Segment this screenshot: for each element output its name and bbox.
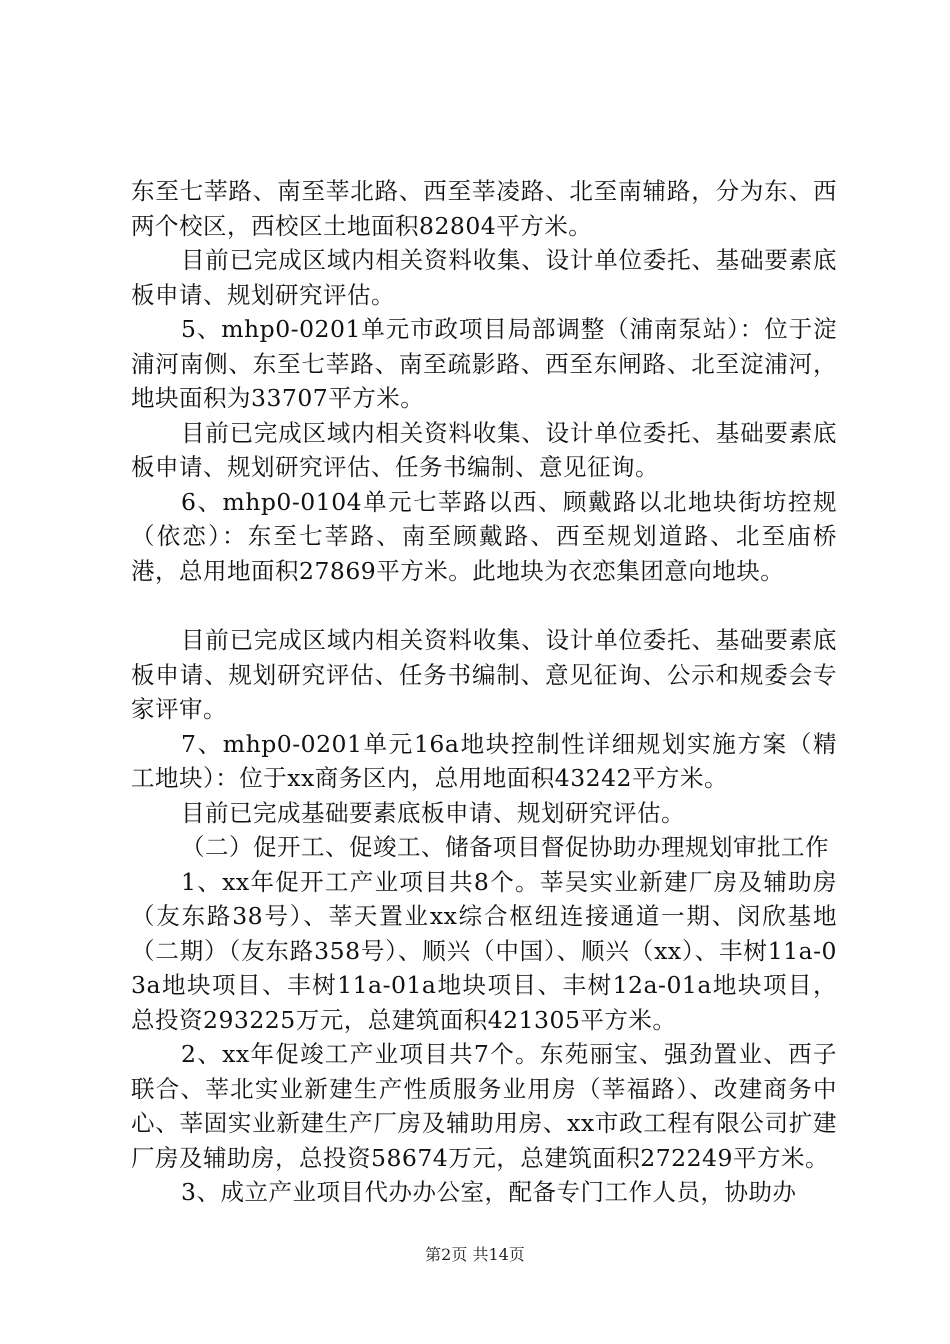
paragraph-5: 6、mhp0-0104单元七莘路以西、顾戴路以北地块街坊控规（依恋）：东至七莘路、南至顾戴路、西至规划道路、北至庙桥港，总用地面积27869平方米。此地块为衣恋集团意向地块。 xyxy=(131,487,837,585)
paragraph-1: 东至七莘路、南至莘北路、西至莘凌路、北至南辅路，分为东、西两个校区，西校区土地面积82804平方米。 xyxy=(131,177,837,240)
paragraph-11: 3、成立产业项目代办办公室，配备专门工作人员，协助办 xyxy=(181,1178,797,1206)
document-body xyxy=(131,174,837,1210)
paragraph-8: 目前已完成基础要素底板申请、规划研究评估。 xyxy=(181,798,685,827)
section-heading: （二）促开工、促竣工、储备项目督促协助办理规划审批工作 xyxy=(181,833,829,861)
paragraph-4: 目前已完成区域内相关资料收集、设计单位委托、基础要素底板申请、规划研究评估、任务书编制、意见征询。 xyxy=(131,418,837,481)
paragraph-10: 2、xx年促竣工产业项目共7个。东苑丽宝、强劲置业、西子联合、莘北实业新建生产性质服务业用房（莘福路）、改建商务中心、莘固实业新建生产厂房及辅助用房、xx市政工程有限公司扩建厂房及辅助房，总投资58674万元，总建筑面积272249平方米。 xyxy=(131,1040,837,1172)
page-footer xyxy=(0,1245,950,1265)
page-number-label: 第2页 共14页 xyxy=(425,1245,525,1264)
paragraph-9: 1、xx年促开工产业项目共8个。莘吴实业新建厂房及辅助房（友东路38号）、莘天置业xx综合枢纽连接通道一期、闵欣基地（二期）（友东路358号）、顺兴（中国）、顺兴（xx）、丰树11a-03a地块项目、丰树11a-01a地块项目、丰树12a-01a地块项目，总投资293225万元，总建筑面积421305平方米。 xyxy=(131,867,837,1034)
paragraph-2: 目前已完成区域内相关资料收集、设计单位委托、基础要素底板申请、规划研究评估。 xyxy=(131,246,837,309)
paragraph-7: 7、mhp0-0201单元16a地块控制性详细规划实施方案（精工地块）：位于xx商务区内，总用地面积43242平方米。 xyxy=(131,729,837,792)
paragraph-3: 5、mhp0-0201单元市政项目局部调整（浦南泵站）：位于淀浦河南侧、东至七莘路、南至疏影路、西至东闸路、北至淀浦河，地块面积为33707平方米。 xyxy=(131,315,837,412)
paragraph-6: 目前已完成区域内相关资料收集、设计单位委托、基础要素底板申请、规划研究评估、任务书编制、意见征询、公示和规委会专家评审。 xyxy=(131,626,837,723)
